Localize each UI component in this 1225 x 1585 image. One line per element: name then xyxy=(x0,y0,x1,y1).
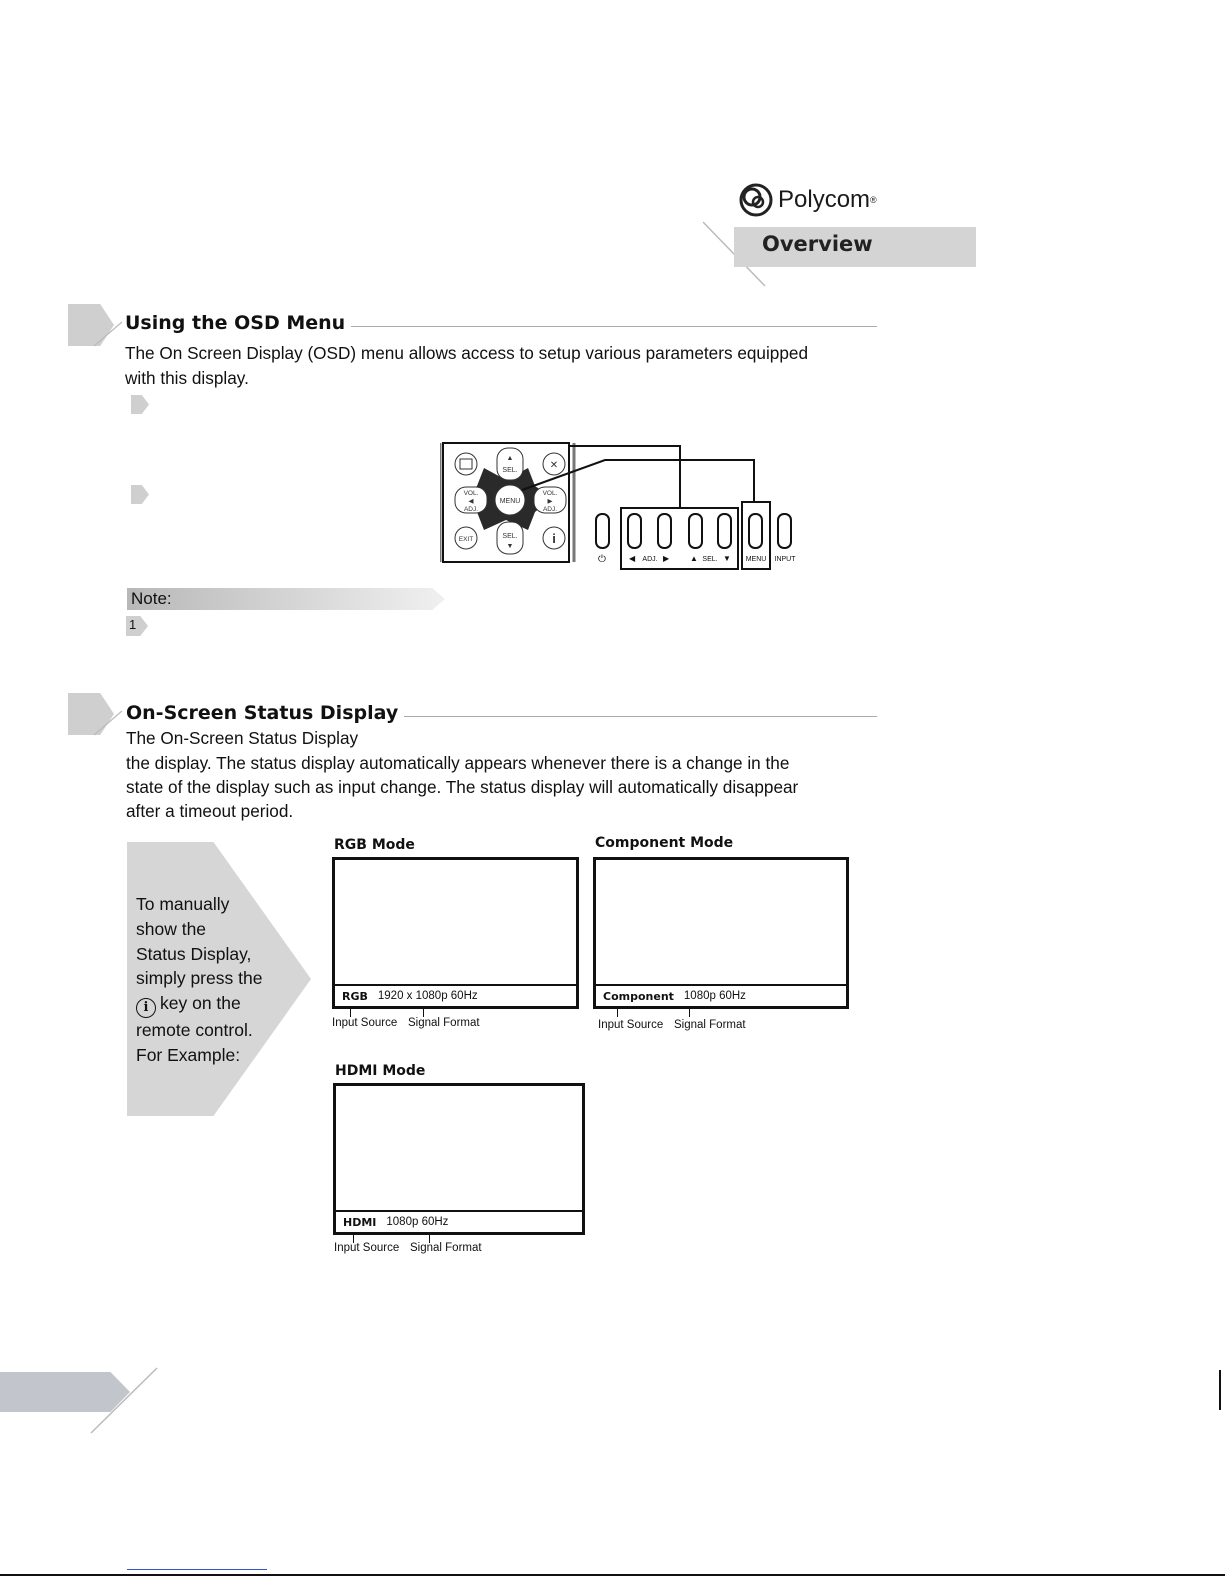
hdmi-mode-title: HDMI Mode xyxy=(335,1063,426,1079)
note-bar xyxy=(127,588,445,610)
callout-text xyxy=(136,892,296,1068)
polycom-logo xyxy=(738,182,877,218)
svg-text:▼: ▼ xyxy=(506,543,514,550)
status-line-2: the display. The status display automatically appears whenever there is a change in the xyxy=(126,753,790,773)
hdmi-input-source-caption: Input Source xyxy=(334,1242,400,1254)
svg-text:▶: ▶ xyxy=(663,554,670,563)
adj-right-panel-button xyxy=(658,514,671,548)
callout-line: show the xyxy=(136,918,207,939)
status-line-1: The On-Screen Status Display xyxy=(126,728,359,748)
sel-up-panel-button xyxy=(689,514,702,548)
edge-mark xyxy=(1219,1370,1221,1410)
callout-line: remote control. xyxy=(136,1020,253,1041)
svg-text:▲: ▲ xyxy=(506,455,514,462)
sel-up-label: SEL. xyxy=(502,467,518,474)
marker-slash-decoration xyxy=(88,707,128,739)
vol-left-label: VOL. xyxy=(463,490,479,497)
section-tag: Overview xyxy=(762,232,873,256)
adj-left-label: ADJ. xyxy=(463,506,479,513)
callout-line: Status Display, xyxy=(136,943,252,964)
hdmi-status-bar xyxy=(336,1210,582,1232)
svg-text:✕: ✕ xyxy=(549,460,559,471)
adj-left-panel-button xyxy=(628,514,641,548)
component-input-source-caption: Input Source xyxy=(598,1019,664,1031)
component-signal-format-caption: Signal Format xyxy=(674,1019,746,1031)
rgb-screen xyxy=(332,857,579,1009)
svg-text:▲: ▲ xyxy=(690,554,698,563)
note-number: 1 xyxy=(129,617,137,632)
power-button xyxy=(596,514,609,548)
input-panel-button xyxy=(778,514,791,548)
adj-right-label: ADJ. xyxy=(542,506,558,513)
panel-adj-label: ADJ. xyxy=(642,556,658,563)
svg-text:i: i xyxy=(552,531,556,546)
rgb-format: 1920 x 1080p 60Hz xyxy=(377,990,478,1002)
source-tick xyxy=(350,1007,351,1017)
sel-down-panel-button xyxy=(718,514,731,548)
status-line-4: after a timeout period. xyxy=(126,801,294,821)
status-line-3: state of the display such as input change. The status display will automatically disappear xyxy=(126,777,799,797)
component-screen xyxy=(593,857,849,1009)
rgb-input-source-caption: Input Source xyxy=(332,1017,398,1029)
callout-line: For Example: xyxy=(136,1044,241,1065)
osd-intro-line-2: with this display. xyxy=(125,368,249,388)
trademark: ® xyxy=(870,195,877,205)
source-tick xyxy=(617,1007,618,1017)
svg-text:◀: ◀ xyxy=(629,554,636,563)
osd-buttons-diagram xyxy=(440,440,810,575)
component-status-bar xyxy=(596,984,846,1006)
format-tick xyxy=(689,1007,690,1017)
hdmi-signal-format-caption: Signal Format xyxy=(410,1242,482,1254)
polycom-mark-icon xyxy=(738,182,774,218)
hdmi-screen xyxy=(333,1083,585,1235)
menu-panel-button xyxy=(749,514,762,548)
power-icon: ⏻ xyxy=(598,554,606,565)
rgb-signal-format-caption: Signal Format xyxy=(408,1017,480,1029)
callout-line: To manually xyxy=(136,894,230,914)
callout-line: simply press the xyxy=(136,968,263,989)
note-label: Note: xyxy=(131,589,172,608)
menu-center-label: MENU xyxy=(499,498,521,505)
bullet-arrow xyxy=(131,395,149,414)
info-key-icon: i xyxy=(136,998,156,1018)
component-format: 1080p 60Hz xyxy=(683,990,746,1002)
callout-line xyxy=(136,991,296,1018)
exit-label: EXIT xyxy=(458,536,474,543)
svg-text:▶: ▶ xyxy=(547,498,553,505)
osd-intro-line-1: The On Screen Display (OSD) menu allows access to setup various parameters equipped xyxy=(125,343,809,363)
panel-sel-label: SEL. xyxy=(702,556,718,563)
sel-up-button xyxy=(497,448,523,480)
component-mode-title: Component Mode xyxy=(595,835,734,851)
component-source: Component xyxy=(603,989,674,1003)
hdmi-source: HDMI xyxy=(343,1215,377,1229)
rgb-mode-title: RGB Mode xyxy=(334,837,415,853)
panel-menu-label: MENU xyxy=(745,556,767,563)
footer-slash-decoration xyxy=(85,1365,165,1437)
format-tick xyxy=(423,1007,424,1017)
callout-key-text: key on the xyxy=(160,993,241,1014)
vol-right-label: VOL. xyxy=(542,490,558,497)
svg-text:▼: ▼ xyxy=(723,554,731,563)
brand-name: Polycom xyxy=(778,186,871,213)
sel-down-label: SEL. xyxy=(502,533,518,540)
svg-text:◀: ◀ xyxy=(468,498,474,505)
status-section-title: On-Screen Status Display xyxy=(126,702,404,724)
marker-slash-decoration xyxy=(88,318,128,350)
rgb-status-bar xyxy=(335,984,576,1006)
aspect-icon xyxy=(455,453,477,475)
bottom-rule xyxy=(0,1574,1225,1576)
osd-section-title: Using the OSD Menu xyxy=(125,312,351,334)
rgb-source: RGB xyxy=(342,989,368,1003)
panel-input-label: INPUT xyxy=(774,556,796,563)
section-rule xyxy=(340,326,877,327)
hdmi-format: 1080p 60Hz xyxy=(386,1216,449,1228)
footer-link-underline[interactable] xyxy=(127,1569,267,1570)
section-rule xyxy=(385,716,877,717)
bullet-arrow xyxy=(131,485,149,504)
